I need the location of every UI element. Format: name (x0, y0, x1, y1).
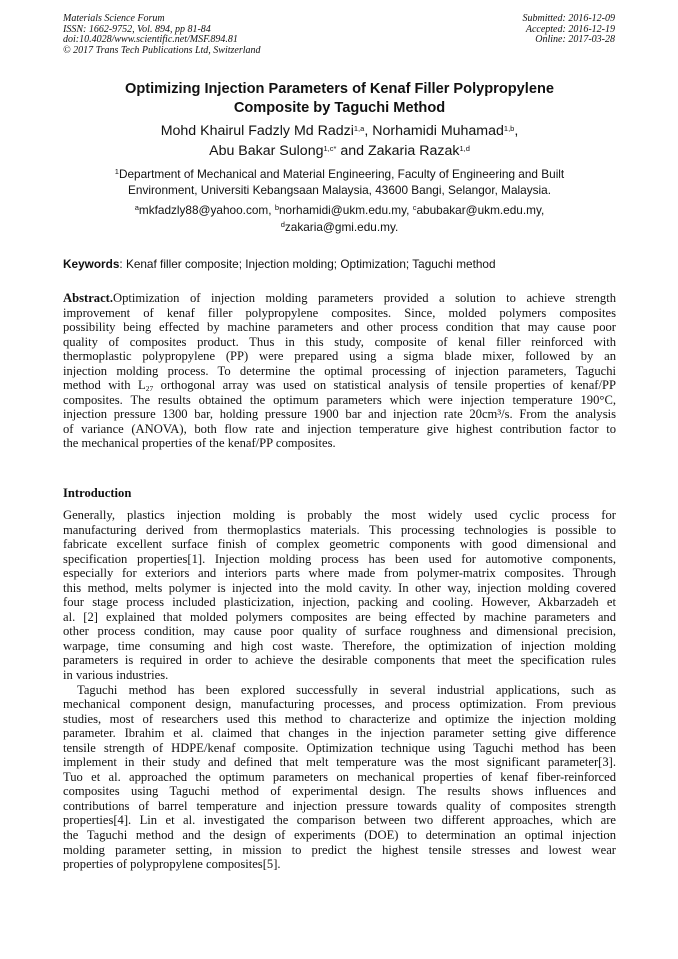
email-link[interactable]: norhamidi@ukm.edu.my (278, 203, 407, 217)
keywords-text: : Kenaf filler composite; Injection molding; Optimization; Taguchi method (119, 257, 496, 271)
email-link[interactable]: zakaria@gmi.edu.my (284, 220, 395, 234)
intro-line: warpage, time consuming and high cost waste. Therefore, the optimization of injection molding (63, 638, 616, 653)
intro-line: contributions of barrel temperature and injection pressure towards quality of composites strength (63, 798, 616, 813)
intro-line: in various industries. (63, 668, 169, 683)
intro-line: tensile strength of HDPE/kenaf composite. Optimization technique using Taguchi method has been (63, 740, 616, 755)
author-name: Zakaria Razak (367, 142, 460, 159)
abstract-line (63, 291, 616, 306)
affiliation-line-2: Environment, Universiti Kebangsaan Malaysia, 43600 Bangi, Selangor, Malaysia. (128, 183, 551, 197)
author-separator: , (364, 123, 373, 139)
affiliation (63, 166, 616, 198)
author-separator: , (514, 123, 519, 139)
intro-line: especially for exteriors and interiors parts where made from polymer-matrix composites. Through (63, 566, 616, 581)
intro-line: implement in their study and defined that melt temperature was the most significant parameter[3]. (63, 755, 616, 770)
intro-paragraph-1 (63, 508, 616, 683)
intro-line: fabricate excellent surface finish of complex geometric components with good dimensional and (63, 537, 616, 552)
submitted-date: Submitted: 2016-12-09 (522, 13, 615, 24)
author-name: Abu Bakar Sulong (209, 142, 324, 159)
abstract-line: injection molding process. To determine the optimal processing of injection parameters, Taguchi (63, 363, 616, 378)
email-separator: . (395, 220, 399, 234)
author-sup: 1,a (353, 124, 365, 133)
introduction-heading: Introduction (63, 486, 132, 500)
intro-line: molding parameter setting, in mission to predict the highest tensile stresses and lowest wear (63, 842, 616, 857)
paper-title (63, 80, 616, 118)
email-sup: b (274, 203, 279, 212)
accepted-date: Accepted: 2016-12-19 (525, 23, 615, 35)
intro-line: Generally, plastics injection molding is probably the most widely used cyclic process for (63, 508, 616, 522)
email-link[interactable]: abubakar@ukm.edu.my (416, 203, 541, 217)
intro-line: properties[4]. Lin et al. investigated the comparison between two different approaches, which are (63, 813, 616, 828)
email-separator: , (406, 203, 413, 217)
journal-issn: ISSN: 1662-9752, Vol. 894, pp 81-84 (63, 23, 211, 35)
email-sup: d (280, 220, 285, 229)
email-list (63, 202, 616, 236)
publication-dates (523, 14, 616, 46)
intro-paragraph-2 (63, 683, 616, 872)
intro-line: parameter. Ibrahim et al. claimed that changes in the injection parameter setting give difference (63, 726, 616, 741)
intro-line: mechanical component design, manufacturing processes, and process optimization. From previous (63, 697, 616, 712)
intro-line: composites using Taguchi method of experimental design. The results shows influences and (63, 784, 616, 799)
intro-line: other process condition, may cause poor quality of surface roughness and dimensional precision, (63, 624, 616, 639)
intro-line: properties of polypropylene composites[5]. (63, 857, 281, 872)
author-separator: and (336, 142, 368, 159)
abstract-line: improvement of kenaf filler polypropylene composites. Since, molded polymers composites (63, 305, 616, 320)
abstract-line: the mechanical properties of the kenaf/PP composites. (63, 436, 336, 451)
abstract-line: possibility being effected by machine parameters and other process condition that may cause poor (63, 320, 616, 335)
keywords (63, 257, 616, 271)
title-line-2: Composite by Taguchi Method (233, 100, 446, 116)
author-sup: 1,d (459, 143, 470, 153)
email-separator: , (268, 203, 275, 217)
journal-name: Materials Science Forum (63, 13, 165, 24)
abstract-line: of variance (ANOVA), both flow rate and injection temperature give highest contribution factor to (63, 421, 616, 436)
intro-line: specification properties[1]. Injection molding process has been used for automotive components, (63, 551, 616, 566)
title-line-1: Optimizing Injection Parameters of Kenaf Filler Polypropylene (125, 81, 554, 97)
author-sup: 1,b (503, 124, 515, 133)
intro-line: Tuo et al. approached the optimum parameters on mechanical properties of kenaf fiber-reinforced (63, 769, 616, 784)
journal-doi: doi:10.4028/www.scientific.net/MSF.894.81 (63, 34, 238, 46)
email-separator: , (541, 203, 545, 217)
author-name: Mohd Khairul Fadzly Md Radzi (160, 123, 354, 139)
intro-line: manufacturing derived from thermoplastics materials. This processing technologies is possible to (63, 522, 616, 537)
intro-line: parameters is required in order to achieve the desirable components that meet the specification rules (63, 653, 616, 668)
affiliation-sup: 1 (114, 167, 119, 176)
email-sup: c (412, 203, 417, 212)
intro-line: this method, melts polymer is injected into the mold cavity. In other way, injection molding covered (63, 580, 616, 595)
author-sup: 1,c* (323, 143, 337, 153)
intro-line: al. [2] explained that molded polymers composites are being effected by machine parameters and (63, 609, 616, 624)
journal-info (63, 14, 261, 56)
keywords-label: Keywords (63, 257, 120, 271)
email-sup: a (134, 203, 139, 212)
abstract-line: thermoplastic polypropylene (PP) were prepared using a sigma blade mixer, followed by an (63, 349, 616, 364)
online-date: Online: 2017-03-28 (535, 34, 615, 46)
abstract (63, 291, 616, 451)
abstract-line-text: Optimization of injection molding parameters provided a solution to achieve strength (113, 291, 616, 305)
author-name: Norhamidi Muhamad (372, 123, 504, 139)
abstract-line: method with $L_{27}$ orthogonal array was used on statistical analysis of tensile properties of kenaf/PP (63, 378, 616, 394)
abstract-line: injection pressure 1300 bar, holding pressure 1900 bar and injection rate 20cm³/s. From the analysis (63, 407, 616, 422)
intro-line: the Taguchi method and the design of experiments (DOE) to determination an optimal injection (63, 828, 616, 843)
intro-line: studies, most of researchers used this method to characterize and optimize the injection molding (63, 711, 616, 726)
intro-line: four stage process included plasticization, injection, packing and cooling. However, Akbarzadeh et (63, 595, 616, 610)
author-list (63, 122, 616, 161)
introduction-body (63, 508, 616, 872)
email-link[interactable]: mkfadzly88@yahoo.com (138, 203, 269, 217)
intro-line: Taguchi method has been explored successfully in several industrial applications, such as (77, 682, 616, 697)
abstract-line: composites. The results obtained the optimum parameters which were injection temperature 190°C, (63, 392, 616, 407)
abstract-label: Abstract. (63, 291, 114, 305)
affiliation-line-1: Department of Mechanical and Material Engineering, Faculty of Engineering and Built (118, 167, 565, 181)
journal-copyright: © 2017 Trans Tech Publications Ltd, Switzerland (63, 44, 261, 56)
abstract-line: quality of composites product. Thus in this study, composite of kenal filler reinforced with (63, 334, 616, 349)
